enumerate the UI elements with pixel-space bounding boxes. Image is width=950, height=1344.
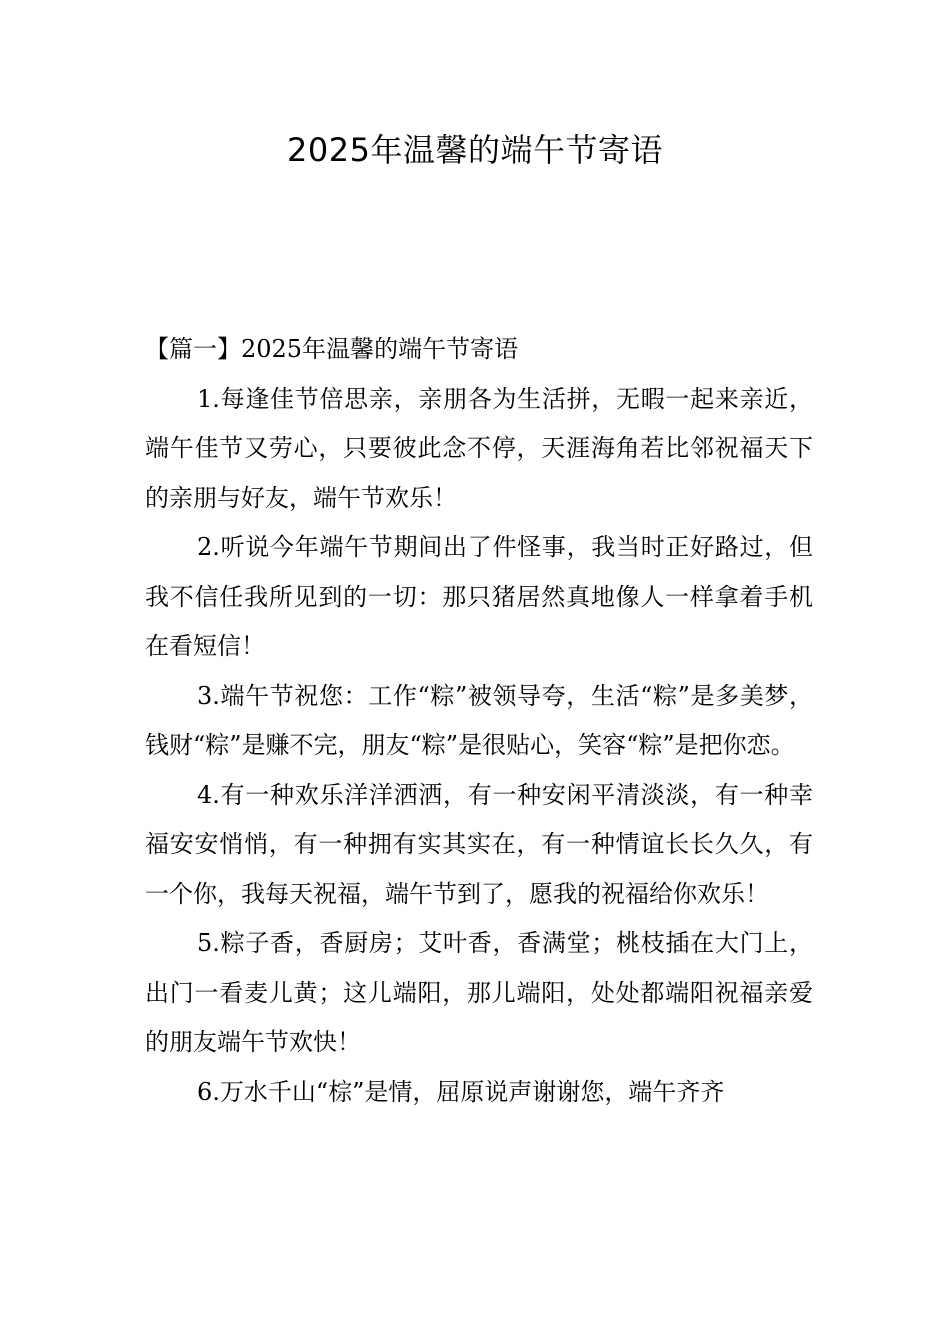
paragraph-1: 1.每逢佳节倍思亲，亲朋各为生活拼，无暇一起来亲近，端午佳节又劳心，只要彼此念不停，天涯海角若比邻祝福天下的亲朋与好友，端午节欢乐！ [145, 384, 813, 512]
paragraph-5: 5.粽子香，香厨房；艾叶香，香满堂；桃枝插在大门上，出门一看麦儿黄；这儿端阳，那儿端阳，处处都端阳祝福亲爱的朋友端午节欢快！ [145, 929, 813, 1056]
paragraph-3: 3.端午节祝您：工作“粽”被领导夸，生活“粽”是多美梦，钱财“粽”是赚不完，朋友“粽”是很贴心，笑容“粽”是把你恋。 [145, 681, 813, 759]
document-body [145, 325, 813, 1117]
paragraph-6: 6.万水千山“棕”是情，屈原说声谢谢您，端午齐齐 [197, 1077, 725, 1106]
paragraph-2: 2.听说今年端午节期间出了件怪事，我当时正好路过，但我不信任我所见到的一切：那只猪居然真地像人一样拿着手机在看短信！ [145, 533, 813, 660]
paragraph-4: 4.有一种欢乐洋洋洒洒，有一种安闲平清淡淡，有一种幸福安安悄悄，有一种拥有实其实在，有一种情谊长长久久，有一个你，我每天祝福，端午节到了，愿我的祝福给你欢乐！ [145, 780, 813, 908]
section-heading: 【篇一】2025年温馨的端午节寄语 [145, 335, 519, 363]
document-title: 2025年温馨的端午节寄语 [287, 131, 663, 169]
